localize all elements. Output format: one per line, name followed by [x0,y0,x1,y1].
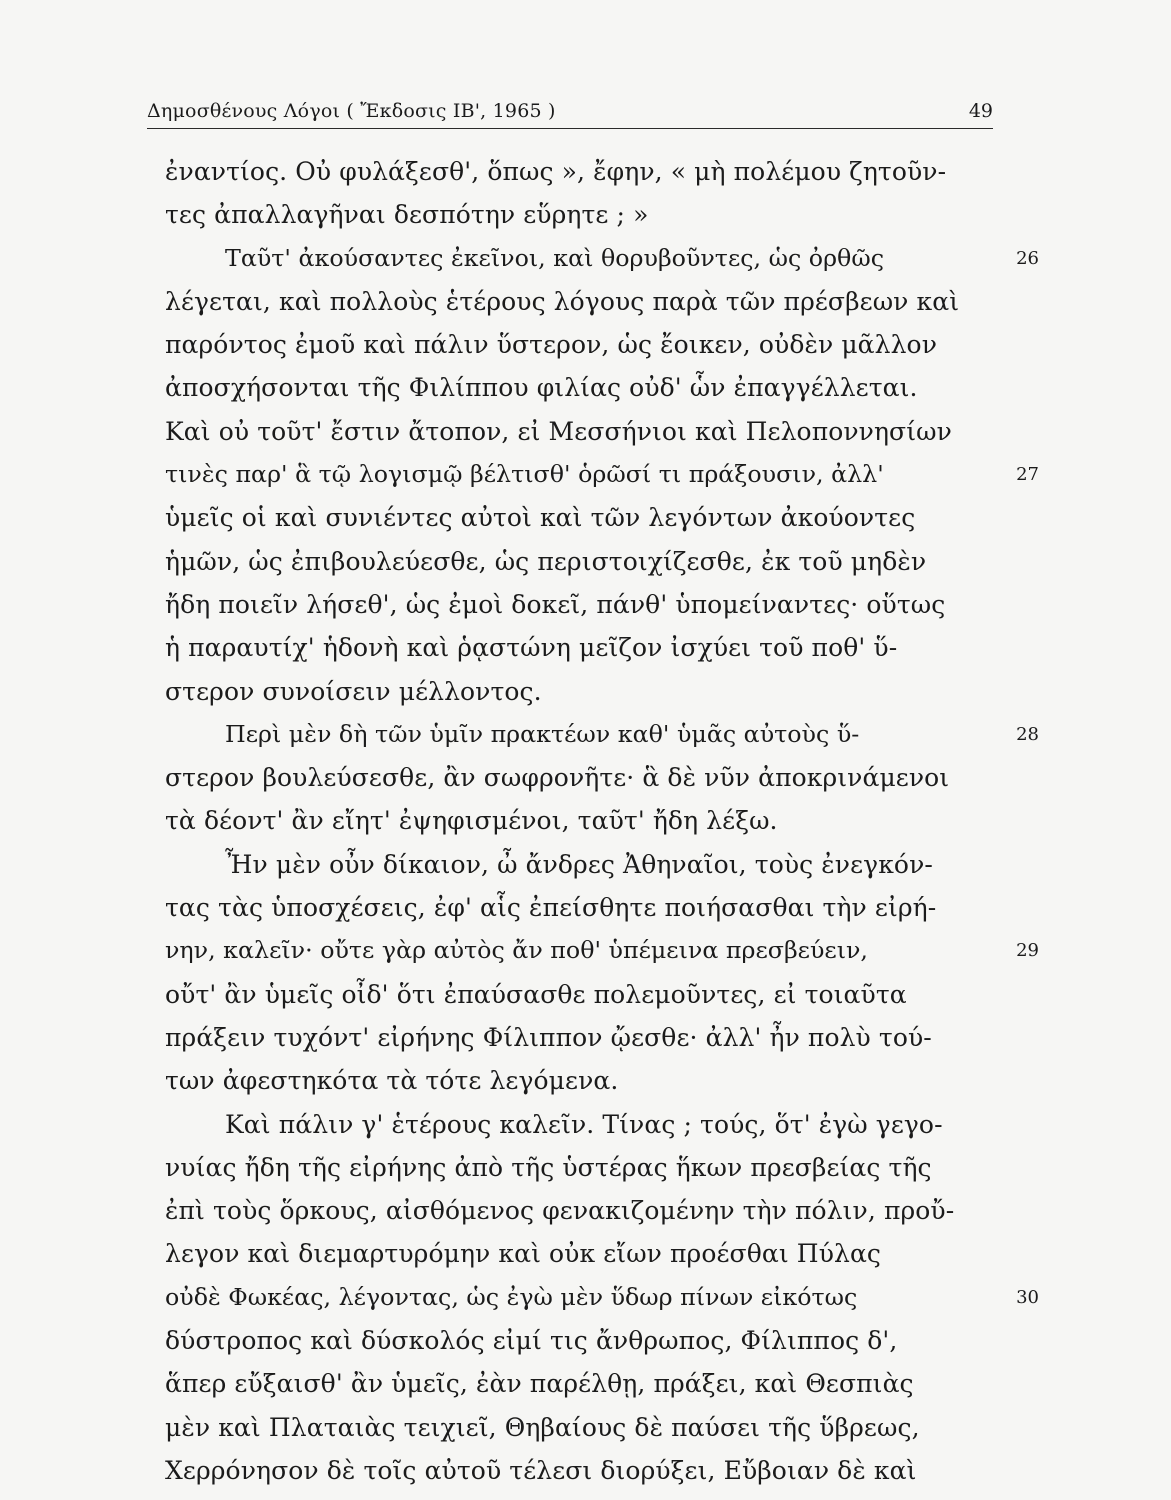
text-line: Καὶ πάλιν γ' ἑτέρους καλεῖν. Τίνας ; τούς, ὅτ' ἐγὼ γεγο- [225,1109,943,1139]
text-line: ἐπὶ τοὺς ὅρκους, αἰσθόμενος φενακιζομένην τὴν πόλιν, προὔ- [165,1196,955,1226]
section-number: 27 [1016,464,1039,486]
section-number: 26 [1016,247,1039,269]
main-text [165,150,1039,1492]
section-number: 30 [1016,1286,1039,1308]
text-line: Χερρόνησον δὲ τοῖς αὐτοῦ τέλεσι διορύξει, Εὔβοιαν δὲ καὶ [165,1455,917,1485]
text-line: δύστροπος καὶ δύσκολός εἰμί τις ἄνθρωπος, Φίλιππος δ', [165,1326,898,1356]
text-line: στερον βουλεύσεσθε, ἂν σωφρονῆτε· ἃ δὲ νῦν ἀποκρινάμενοι [165,763,950,793]
text-line: πράξειν τυχόντ' εἰρήνης Φίλιππον ᾤεσθε· ἀλλ' ἦν πολὺ τού- [165,1022,932,1052]
section-number: 28 [1016,723,1039,745]
text-line [165,713,1039,756]
section-number: 29 [1016,940,1039,962]
text-line: τὰ δέοντ' ἂν εἴητ' ἐψηφισμένοι, ταῦτ' ἤδη λέξω. [165,806,778,836]
text-line: ἀποσχήσονται τῆς Φιλίππου φιλίας οὐδ' ὧν ἐπαγγέλλεται. [165,373,918,403]
text-line: Καὶ οὐ τοῦτ' ἔστιν ἄτοπον, εἰ Μεσσήνιοι καὶ Πελοποννησίων [165,416,952,446]
text-line: λεγον καὶ διεμαρτυρόμην καὶ οὐκ εἴων προέσθαι Πύλας [165,1239,882,1269]
text-line [165,1276,1039,1319]
text-line-content: οὐδὲ Φωκέας, λέγοντας, ὡς ἐγὼ μὲν ὕδωρ πίνων εἰκότως [165,1282,858,1311]
text-line [165,237,1039,280]
running-head [147,98,993,129]
text-line: λέγεται, καὶ πολλοὺς ἑτέρους λόγους παρὰ τῶν πρέσβεων καὶ [165,286,960,316]
text-line: παρόντος ἐμοῦ καὶ πάλιν ὕστερον, ὡς ἔοικεν, οὐδὲν μᾶλλον [165,330,937,360]
text-line: ἅπερ εὔξαισθ' ἂν ὑμεῖς, ἐὰν παρέλθῃ, πράξει, καὶ Θεσπιὰς [165,1369,914,1399]
text-line: των ἀφεστηκότα τὰ τότε λεγόμενα. [165,1066,619,1096]
text-line: ἡ παραυτίχ' ἡδονὴ καὶ ῥᾳστώνη μεῖζον ἰσχύει τοῦ ποθ' ὕ- [165,633,898,663]
page-number: 49 [968,100,993,122]
text-line: Ἦν μὲν οὖν δίκαιον, ὦ ἄνδρες Ἀθηναῖοι, τοὺς ἐνεγκόν- [225,849,933,879]
text-line [165,453,1039,496]
text-line: νυίας ἤδη τῆς εἰρήνης ἀπὸ τῆς ὑστέρας ἥκων πρεσβείας τῆς [165,1152,932,1182]
text-line: μὲν καὶ Πλαταιὰς τειχιεῖ, Θηβαίους δὲ παύσει τῆς ὕβρεως, [165,1412,920,1442]
running-head-title: Δημοσθένους Λόγοι ( Ἔκδοσις ΙΒ', 1965 ) [147,100,556,122]
text-line: τες ἀπαλλαγῆναι δεσπότην εὕρητε ; » [165,200,649,230]
text-line: ἐναντίος. Οὐ φυλάξεσθ', ὅπως », ἔφην, « μὴ πολέμου ζητοῦν- [165,157,947,186]
text-line-content: τινὲς παρ' ἃ τῷ λογισμῷ βέλτισθ' ὁρῶσί τι πράξουσιν, ἀλλ' [165,460,884,489]
text-line: οὔτ' ἂν ὑμεῖς οἶδ' ὅτι ἐπαύσασθε πολεμοῦντες, εἰ τοιαῦτα [165,979,907,1009]
text-line: ἤδη ποιεῖν λήσεθ', ὡς ἐμοὶ δοκεῖ, πάνθ' ὑπομείναντες· οὕτως [165,589,946,619]
text-line-content: νην, καλεῖν· οὔτε γὰρ αὐτὸς ἄν ποθ' ὑπέμεινα πρεσβεύειν, [165,936,868,965]
text-line: ἡμῶν, ὡς ἐπιβουλεύεσθε, ὡς περιστοιχίζεσθε, ἐκ τοῦ μηδὲν [165,546,927,576]
text-line [165,929,1039,972]
text-line-content: Ταῦτ' ἀκούσαντες ἐκεῖνοι, καὶ θορυβοῦντες, ὡς ὀρθῶς [225,243,884,272]
text-line: τας τὰς ὑποσχέσεις, ἐφ' αἷς ἐπείσθητε ποιήσασθαι τὴν εἰρή- [165,893,937,923]
text-line-content: Περὶ μὲν δὴ τῶν ὑμῖν πρακτέων καθ' ὑμᾶς αὐτοὺς ὕ- [225,719,860,748]
text-line: ὑμεῖς οἱ καὶ συνιέντες αὐτοὶ καὶ τῶν λεγόντων ἀκούοντες [165,503,916,533]
text-line: στερον συνοίσειν μέλλοντος. [165,676,542,706]
